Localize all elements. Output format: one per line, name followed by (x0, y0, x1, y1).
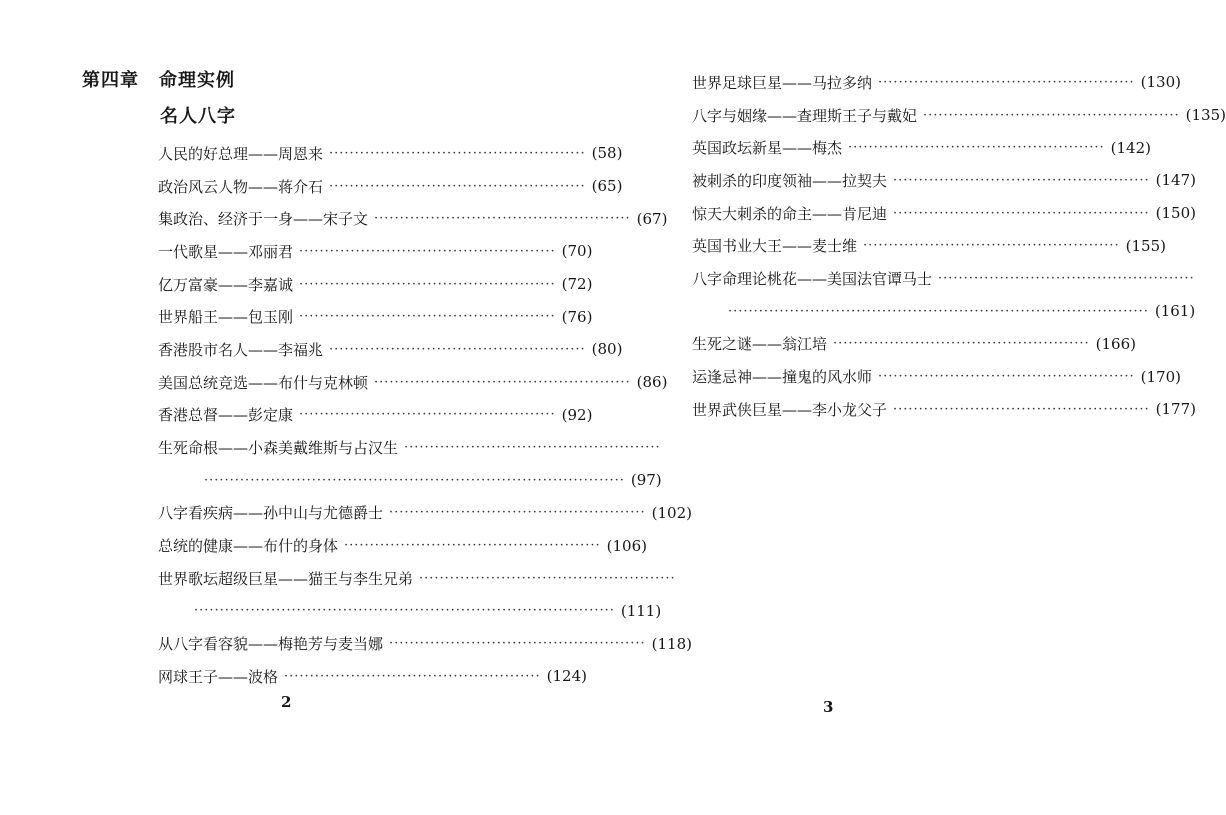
toc-list-left (158, 137, 692, 693)
leader-dots: ·················································· (299, 309, 556, 325)
leader-dots: ·················································· (893, 172, 1150, 188)
toc-entry[interactable] (692, 262, 1195, 295)
leader-dots: ·················································· (344, 538, 601, 554)
toc-entry-page: (106) (606, 536, 647, 555)
toc-entry-page: (135) (1185, 106, 1226, 125)
toc-entry-title: 网球王子——波格 (158, 667, 279, 686)
toc-entry-title: 人民的好总理——周恩来 (158, 144, 324, 163)
toc-entry-title: 八字看疾病——孙中山与尤德爵士 (158, 504, 384, 523)
toc-entry-page: (70) (561, 242, 593, 261)
leader-dots: ·················································· (389, 636, 646, 652)
leader-dots: ·················································· (299, 243, 556, 259)
toc-entry-page: (80) (591, 340, 623, 359)
toc-entry-title: 运逢忌神——撞鬼的风水师 (692, 368, 873, 387)
leader-dots: ·················································· (863, 238, 1120, 254)
leader-dots: ·················································· (878, 74, 1135, 90)
toc-entry-page: (130) (1140, 73, 1181, 92)
toc-entry[interactable] (158, 202, 668, 235)
toc-entry[interactable] (158, 170, 623, 203)
leader-dots: ·················································· (299, 276, 556, 292)
toc-entry[interactable] (158, 333, 623, 366)
toc-entry-title: 香港股市名人——李福兆 (158, 340, 324, 359)
toc-entry-page: (102) (651, 503, 692, 522)
toc-entry[interactable] (692, 131, 1151, 164)
leader-dots: ·················································· (284, 668, 541, 684)
leader-dots: ·················································· (878, 369, 1135, 385)
toc-entry-page: (150) (1155, 204, 1196, 223)
leader-dots: ·················································· (374, 211, 631, 227)
toc-entry[interactable] (158, 529, 647, 562)
toc-entry-title: 总统的健康——布什的身体 (158, 537, 339, 556)
toc-entry[interactable] (158, 268, 593, 301)
toc-entry[interactable] (158, 137, 623, 170)
toc-entry-title: 世界足球巨星——马拉多纳 (692, 73, 873, 92)
leader-dots: ·················································· (833, 336, 1090, 352)
toc-entry-continuation[interactable] (692, 295, 1196, 328)
toc-entry[interactable] (692, 66, 1181, 99)
toc-entry[interactable] (158, 366, 668, 399)
toc-entry-title: 生死命根——小森美戴维斯与占汉生 (158, 439, 399, 458)
leader-dots: ·················································· (938, 270, 1195, 286)
leader-dots: ·················································· (419, 570, 676, 586)
leader-dots: ·················································· (329, 178, 586, 194)
leader-dots: ·················································· (389, 505, 646, 521)
toc-entry-page: (177) (1155, 400, 1196, 419)
toc-entry-title: 八字与姻缘——查理斯王子与戴妃 (692, 106, 918, 125)
leader-dots: ·················································· (299, 407, 556, 423)
chapter-heading (82, 66, 235, 92)
toc-entry-title: 香港总督——彭定康 (158, 406, 294, 425)
toc-entry-title: 生死之谜——翁江培 (692, 335, 828, 354)
toc-entry-page: (155) (1125, 236, 1166, 255)
leader-dots: ·················································································· (728, 303, 1149, 319)
toc-entry-page: (124) (546, 667, 587, 686)
toc-entry-page: (65) (591, 177, 623, 196)
section-title: 名人八字 (160, 106, 236, 127)
toc-entry-page: (147) (1155, 171, 1196, 190)
leader-dots: ·················································································· (204, 472, 625, 488)
toc-entry-page: (76) (561, 307, 593, 326)
toc-entry-title: 英国书业大王——麦士维 (692, 237, 858, 256)
toc-entry[interactable] (692, 393, 1196, 426)
toc-entry-page: (97) (630, 471, 662, 490)
toc-entry-title: 世界歌坛超级巨星——猫王与李生兄弟 (158, 569, 414, 588)
toc-entry-page: (170) (1140, 367, 1181, 386)
leader-dots: ·················································· (848, 140, 1105, 156)
toc-entry[interactable] (692, 197, 1196, 230)
toc-entry-page: (86) (636, 373, 668, 392)
toc-entry[interactable] (158, 627, 692, 660)
toc-entry-title: 英国政坛新星——梅杰 (692, 139, 843, 158)
toc-entry[interactable] (158, 235, 593, 268)
toc-entry-page: (161) (1154, 302, 1196, 321)
leader-dots: ·················································· (374, 374, 631, 390)
toc-entry[interactable] (692, 328, 1136, 361)
toc-list-right (692, 66, 1226, 426)
toc-entry-title: 政治风云人物——蒋介石 (158, 177, 324, 196)
toc-entry-continuation[interactable] (158, 595, 662, 628)
toc-entry[interactable] (692, 99, 1226, 132)
toc-entry-page: (58) (591, 144, 623, 163)
toc-entry[interactable] (158, 562, 676, 595)
toc-entry[interactable] (158, 660, 587, 693)
toc-entry-title: 亿万富豪——李嘉诚 (158, 275, 294, 294)
toc-entry-title: 惊天大刺杀的命主——肯尼迪 (692, 204, 888, 223)
leader-dots: ·················································· (404, 440, 661, 456)
toc-entry[interactable] (692, 229, 1166, 262)
toc-entry-page: (92) (561, 405, 593, 424)
toc-entry-title: 世界武侠巨星——李小龙父子 (692, 400, 888, 419)
toc-entry-title: 被刺杀的印度领袖——拉契夫 (692, 171, 888, 190)
leader-dots: ·················································· (329, 341, 586, 357)
leader-dots: ·················································· (923, 107, 1180, 123)
toc-entry-title: 一代歌星——邓丽君 (158, 242, 294, 261)
toc-entry-page: (72) (561, 275, 593, 294)
chapter-number: 第四章 (82, 70, 139, 91)
toc-entry-continuation[interactable] (158, 464, 662, 497)
toc-entry-page: (166) (1095, 334, 1136, 353)
toc-entry[interactable] (158, 300, 593, 333)
right-page (540, 0, 1226, 815)
leader-dots: ·················································· (893, 205, 1150, 221)
toc-entry-title: 八字命理论桃花——美国法官谭马士 (692, 269, 933, 288)
toc-entry-title: 从八字看容貌——梅艳芳与麦当娜 (158, 635, 384, 654)
leader-dots: ·················································· (329, 145, 586, 161)
page-number: 3 (823, 698, 834, 716)
toc-entry-page: (67) (636, 209, 668, 228)
toc-entry[interactable] (692, 164, 1196, 197)
toc-entry-page: (142) (1110, 138, 1151, 157)
leader-dots: ·················································································· (194, 603, 615, 619)
chapter-title: 命理实例 (159, 70, 235, 91)
toc-entry-page: (118) (651, 634, 692, 653)
toc-entry[interactable] (692, 360, 1181, 393)
toc-entry-page: (111) (620, 601, 662, 620)
page-number: 2 (281, 693, 292, 711)
toc-entry-title: 世界船王——包玉刚 (158, 308, 294, 327)
toc-entry-title: 美国总统竞选——布什与克林顿 (158, 373, 369, 392)
toc-entry-title: 集政治、经济于一身——宋子文 (158, 210, 369, 229)
toc-entry[interactable] (158, 497, 692, 530)
toc-entry[interactable] (158, 431, 661, 464)
leader-dots: ·················································· (893, 401, 1150, 417)
toc-entry[interactable] (158, 399, 593, 432)
